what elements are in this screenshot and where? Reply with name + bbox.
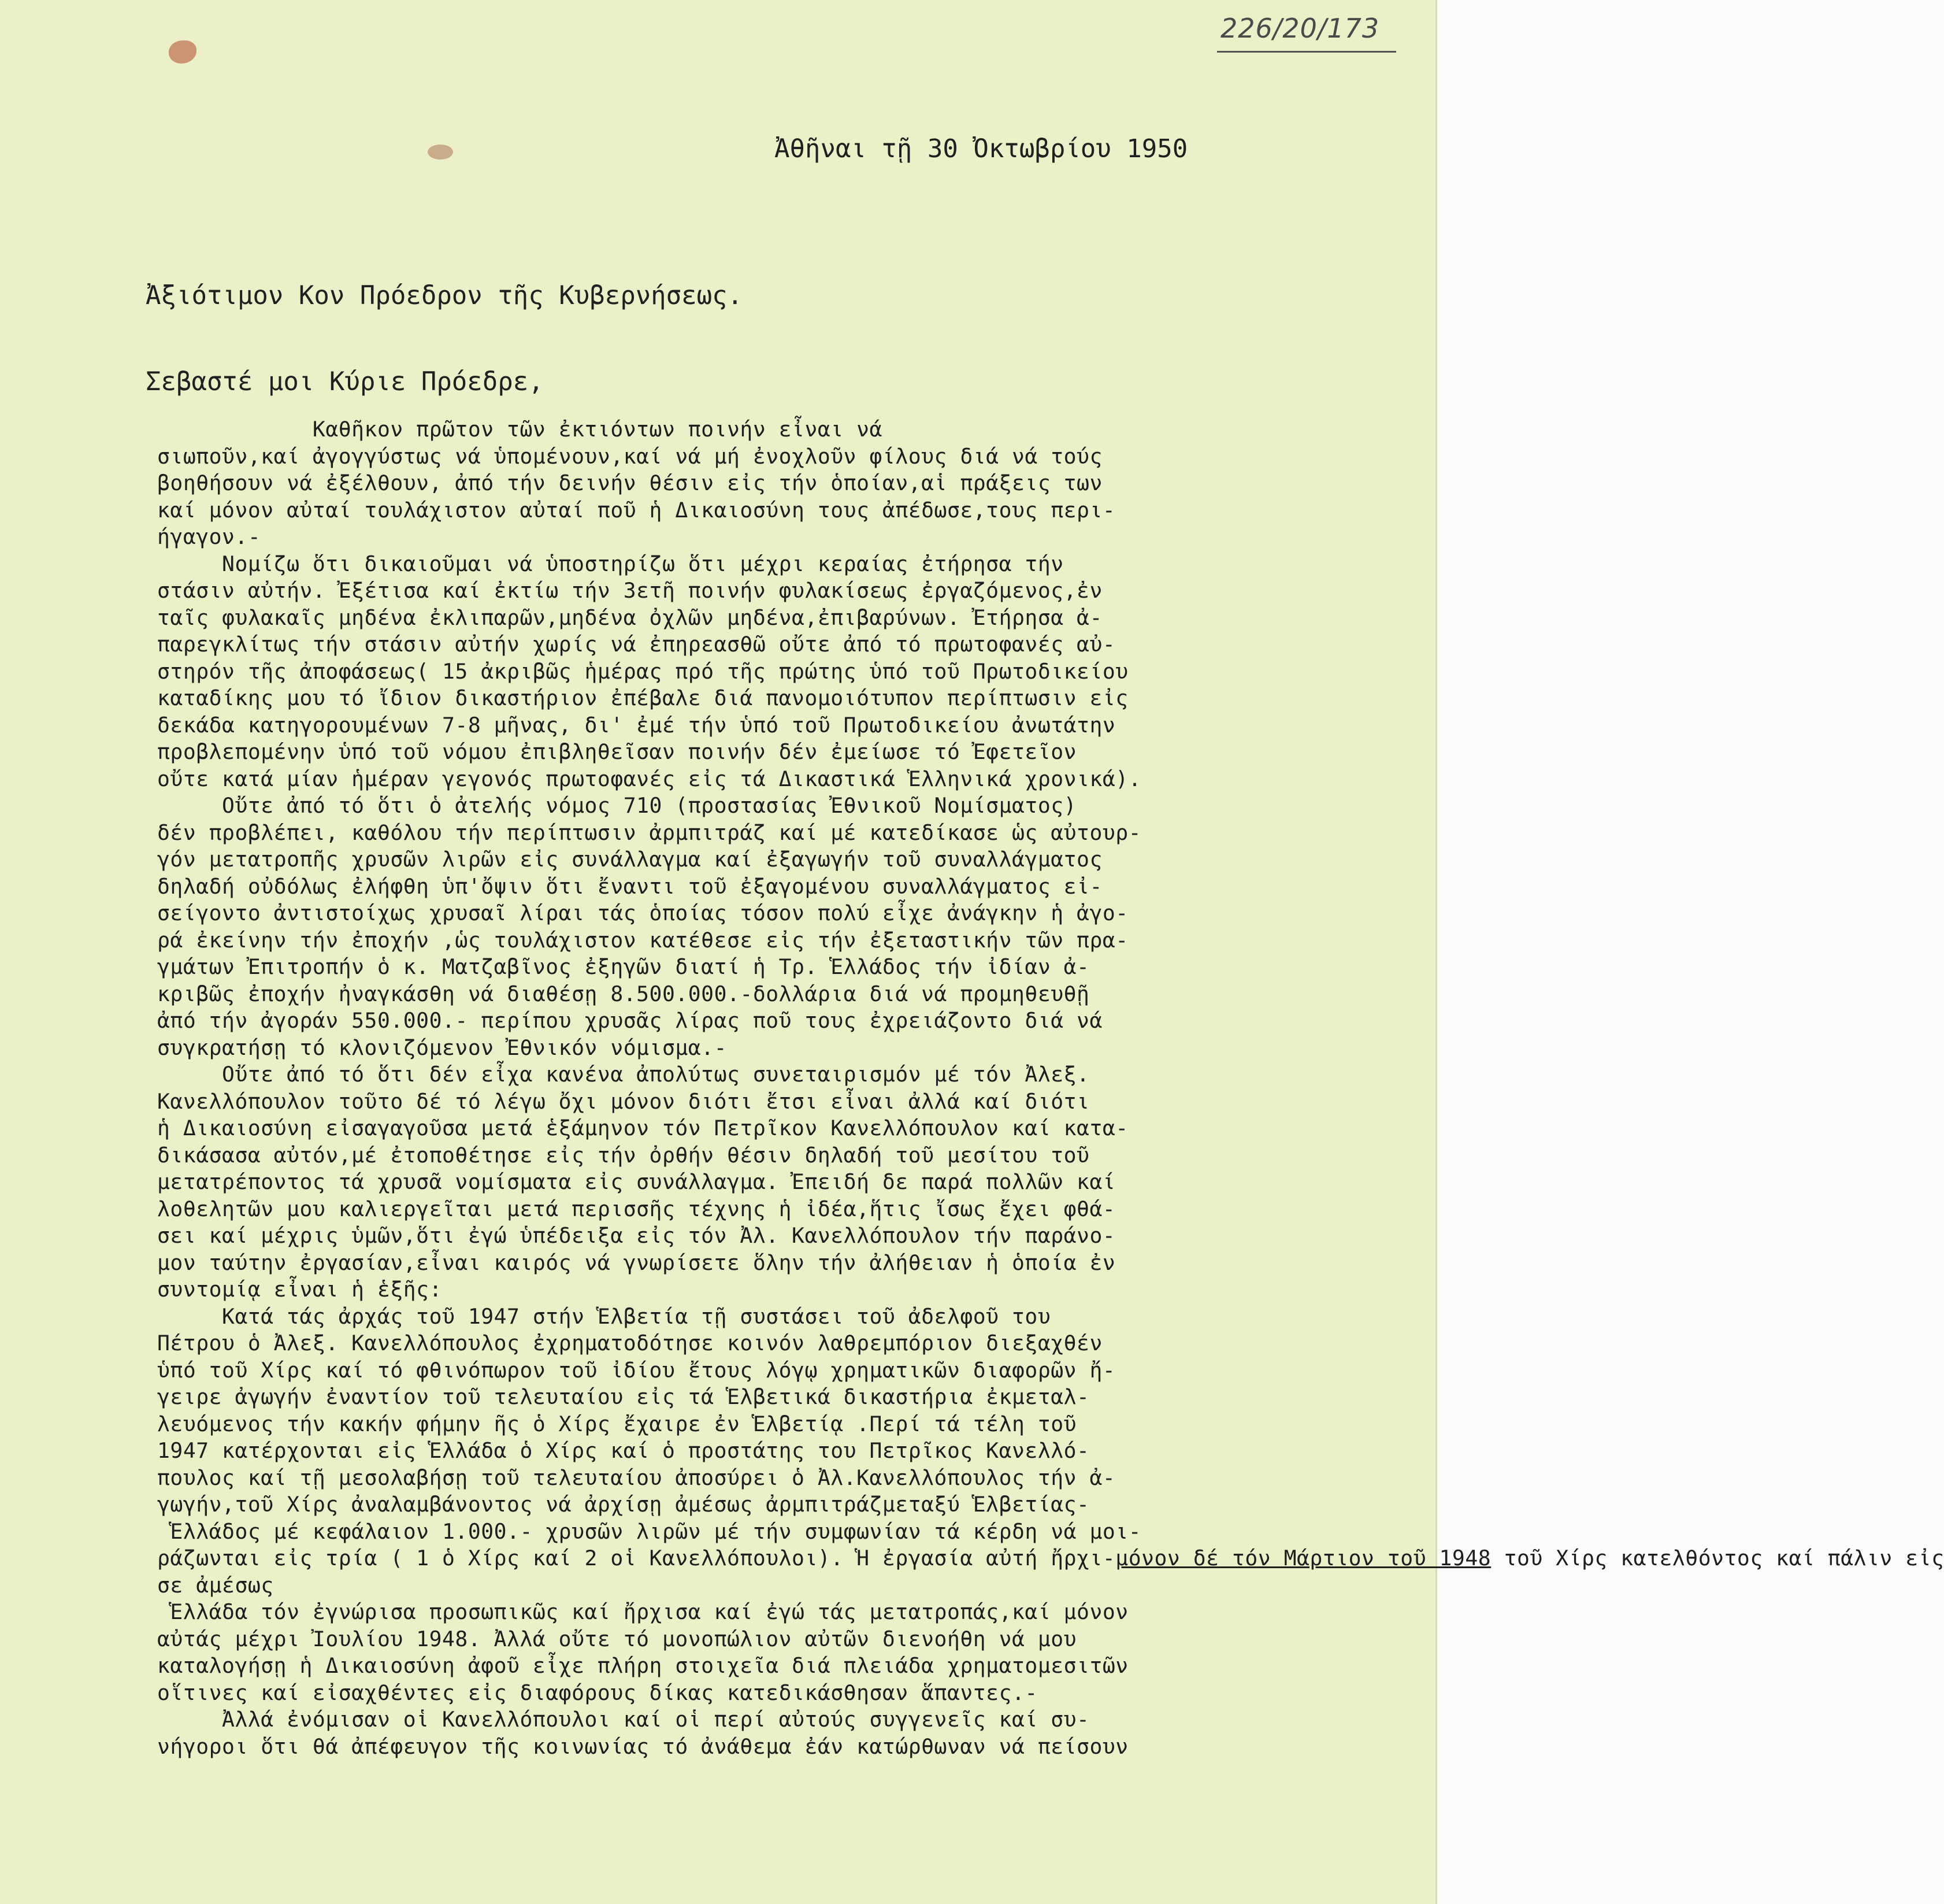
body-line: γωγήν,τοῦ Χίρς ἀναλαμβάνοντος νά ἀρχίσῃ ἀμέσως ἀρμπιτράζμεταξύ Ἑλβετίας- [157, 1492, 1090, 1517]
body-line: καταλογήσῃ ἡ Δικαιοσύνη ἀφοῦ εἶχε πλήρη στοιχεῖα διά πλειάδα χρηματομεσιτῶν [157, 1653, 1129, 1678]
body-line: δηλαδή οὐδόλως ἐλήφθη ὑπ'ὄψιν ὅτι ἔναντι τοῦ ἐξαγομένου συναλλάγματος εἰ- [157, 873, 1103, 899]
body-line: Ἑλλάδα τόν ἐγνώρισα προσωπικῶς καί ἤρχισα καί ἐγώ τάς μετατροπάς,καί μόνον [157, 1599, 1129, 1624]
body-line-end: τοῦ Χίρς κατελθόντος καί πάλιν εἰς [1491, 1546, 1944, 1570]
body-line [157, 1545, 1944, 1572]
ink-stain [169, 40, 196, 64]
body-line: καί μόνον αὐταί τουλάχιστον αὐταί ποῦ ἡ Δικαιοσύνη τους ἀπέδωσε,τους περι- [157, 497, 1116, 523]
body-line: ὑπό τοῦ Χίρς καί τό φθινόπωρον τοῦ ἰδίου ἔτους λόγῳ χρηματικῶν διαφορῶν ἤ- [157, 1357, 1116, 1383]
body-line: Πέτρου ὁ Ἀλεξ. Κανελλόπουλος ἐχρηματοδότησε κοινόν λαθρεμπόριον διεξαχθέν [157, 1331, 1103, 1355]
body-line: Ἑλλάδος μέ κεφάλαιον 1.000.- χρυσῶν λιρῶν μέ τήν συμφωνίαν τά κέρδη νά μοι- [157, 1518, 1142, 1544]
body-line: στάσιν αὐτήν. Ἐξέτισα καί ἐκτίω τήν 3ετῆ ποινήν φυλακίσεως ἐργαζόμενος,ἐν [157, 578, 1103, 603]
body-line: ήγαγον.- [157, 524, 261, 549]
body-line: κριβῶς ἐποχήν ἠναγκάσθη νά διαθέσῃ 8.500.000.-δολλάρια διά νά προμηθευθῇ [157, 981, 1090, 1006]
body-line: δέν προβλέπει, καθόλου τήν περίπτωσιν ἀρμπιτράζ καί μέ κατεδίκασε ὡς αὐτουρ- [157, 820, 1142, 845]
body-line: οἵτινες καί εἰσαχθέντες εἰς διαφόρους δίκας κατεδικάσθησαν ἅπαντες.- [157, 1680, 1038, 1705]
body-line: συντομίᾳ εἶναι ἡ ἑξῆς: [157, 1277, 442, 1302]
body-line: γμάτων Ἐπιτροπήν ὁ κ. Ματζαβῖνος ἐξηγῶν διατί ἡ Τρ. Ἑλλάδος τήν ἰδίαν ἀ- [157, 954, 1090, 979]
letter-body [157, 416, 1944, 1760]
body-line: συγκρατήσῃ τό κλονιζόμενον Ἐθνικόν νόμισμα.- [157, 1035, 727, 1060]
body-line: αὐτάς μέχρι Ἰουλίου 1948. Ἀλλά οὔτε τό μονοπώλιον αὐτῶν διενοήθη νά μου [157, 1626, 1077, 1651]
body-line-start: ράζωνται εἰς τρία ( 1 ὁ Χίρς καί 2 οἱ Κανελλόπουλοι). Ἡ ἐργασία αὐτή ἤρχι- [157, 1546, 1116, 1570]
letter-addressee: Ἀξιότιμον Κον Πρόεδρον τῆς Κυβερνήσεως. [146, 281, 743, 310]
body-line: καταδίκης μου τό ἴδιον δικαστήριον ἐπέβαλε διά πανομοιότυπον περίπτωσιν εἰς [157, 686, 1129, 710]
body-line: γόν μετατροπῆς χρυσῶν λιρῶν εἰς συνάλλαγμα καί ἐξαγωγήν τοῦ συναλλάγματος [157, 847, 1103, 872]
body-line: Κατά τάς ἀρχάς τοῦ 1947 στήν Ἑλβετία τῇ συστάσει τοῦ ἀδελφοῦ του [157, 1303, 1051, 1329]
body-line: Οὔτε ἀπό τό ὅτι δέν εἶχα κανένα ἀπολύτως συνεταιρισμόν μέ τόν Ἀλεξ. [157, 1062, 1090, 1087]
body-line: 1947 κατέρχονται εἰς Ἑλλάδα ὁ Χίρς καί ὁ προστάτης του Πετρῖκος Κανελλό- [157, 1438, 1090, 1463]
body-line: σιωποῦν,καί ἀγογγύστως νά ὑπομένουν,καί νά μή ἐνοχλοῦν φίλους διά νά τούς [157, 443, 1103, 469]
underlined-phrase: μόνον δέ τόν Μάρτιον τοῦ 1948 [1115, 1546, 1492, 1570]
body-line: Νομίζω ὅτι δικαιοῦμαι νά ὑποστηρίζω ὅτι μέχρι κεραίας ἐτήρησα τήν [157, 551, 1064, 576]
body-line: σει καί μέχρις ὑμῶν,ὅτι ἐγώ ὑπέδειξα εἰς τόν Ἀλ. Κανελλόπουλον τήν παράνο- [157, 1223, 1116, 1248]
body-line: προβλεπομένην ὑπό τοῦ νόμου ἐπιβληθεῖσαν ποινήν δέν ἐμείωσε τό Ἐφετεῖον [157, 739, 1077, 764]
body-line: βοηθήσουν νά ἐξέλθουν, ἀπό τήν δεινήν θέσιν εἰς τήν ὁποίαν,αἱ πράξεις των [157, 471, 1103, 495]
body-line: μετατρέποντος τά χρυσᾶ νομίσματα εἰς συνάλλαγμα. Ἐπειδή δε παρά πολλῶν καί [157, 1169, 1116, 1194]
body-line: λευόμενος τήν κακήν φήμην ῆς ὁ Χίρς ἔχαιρε ἐν Ἑλβετίᾳ .Περί τά τέλη τοῦ [157, 1411, 1077, 1436]
letter-date: Ἀθῆναι τῇ 30 Ὀκτωβρίου 1950 [774, 134, 1188, 164]
body-line: οὔτε κατά μίαν ἡμέραν γεγονός πρωτοφανές εἰς τά Δικαστικά Ἑλληνικά χρονικά). [157, 766, 1142, 791]
body-line: Ἀλλά ἐνόμισαν οἱ Κανελλόπουλοι καί οἱ περί αὐτούς συγγενεῖς καί συ- [157, 1707, 1090, 1732]
body-line: ἀπό τήν ἀγοράν 550.000.- περίπου χρυσᾶς λίρας ποῦ τους ἐχρειάζοντο διά νά [157, 1008, 1103, 1033]
letter-salutation: Σεβαστέ μοι Κύριε Πρόεδρε, [146, 367, 544, 397]
body-line: γειρε ἀγωγήν ἐναντίον τοῦ τελευταίου εἰς τά Ἑλβετικά δικαστήρια ἐκμεταλ- [157, 1384, 1090, 1409]
body-line: στηρόν τῆς ἀποφάσεως( 15 ἀκριβῶς ἡμέρας πρό τῆς πρώτης ὑπό τοῦ Πρωτοδικείου [157, 658, 1129, 684]
body-line: νήγοροι ὅτι θά ἀπέφευγον τῆς κοινωνίας τό ἀνάθεμα ἐάν κατώρθωναν νά πείσουν [157, 1733, 1129, 1759]
body-line: Οὔτε ἀπό τό ὅτι ὁ ἀτελής νόμος 710 (προστασίας Ἐθνικοῦ Νομίσματος) [157, 793, 1077, 818]
body-line: δεκάδα κατηγορουμένων 7-8 μῆνας, δι' ἐμέ τήν ὑπό τοῦ Πρωτοδικείου ἀνωτάτην [157, 712, 1116, 738]
body-line: σείγοντο ἀντιστοίχως χρυσαῖ λίραι τάς ὁποίας τόσον πολύ εἶχε ἀνάγκην ἡ ἀγο- [157, 901, 1129, 925]
body-line: μον ταύτην ἐργασίαν,εἶναι καιρός νά γνωρίσετε ὅλην τήν ἀλήθειαν ἡ ὁποία ἐν [157, 1250, 1116, 1275]
body-line: σε ἀμέσως [157, 1572, 274, 1598]
body-line: Κανελλόπουλον τοῦτο δέ τό λέγω ὄχι μόνον διότι ἔτσι εἶναι ἀλλά καί διότι [157, 1088, 1090, 1114]
body-line: παρεγκλίτως τήν στάσιν αὐτήν χωρίς νά ἐπηρεασθῶ οὔτε ἀπό τό πρωτοφανές αὐ- [157, 632, 1116, 657]
body-line: λοθελητῶν μου καλιεργεῖται μετά περισσῆς τέχνης ἡ ἰδέα,ἥτις ἴσως ἔχει φθά- [157, 1196, 1116, 1221]
body-line: Καθῆκον πρῶτον τῶν ἐκτιόντων ποινήν εἶναι νά [157, 417, 882, 442]
archive-reference-number: 226/20/173 [1220, 13, 1394, 44]
body-line: ρά ἐκείνην τήν ἐποχήν ,ὡς τουλάχιστον κατέθεσε εἰς τήν ἐξεταστικήν τῶν πρα- [157, 927, 1129, 953]
body-line: ταῖς φυλακαῖς μηδένα ἐκλιπαρῶν,μηδένα ὀχλῶν μηδένα,ἐπιβαρύνων. Ἐτήρησα ἀ- [157, 605, 1103, 630]
body-line: ἡ Δικαιοσύνη εἰσαγαγοῦσα μετά ἑξάμηνον τόν Πετρῖκον Κανελλόπουλον καί κατα- [157, 1116, 1129, 1140]
body-line: δικάσασα αὐτόν,μέ ἐτοποθέτησε εἰς τήν ὀρθήν θέσιν δηλαδή τοῦ μεσίτου τοῦ [157, 1142, 1090, 1168]
body-line: πουλος καί τῇ μεσολαβήσῃ τοῦ τελευταίου ἀποσύρει ὁ Ἀλ.Κανελλόπουλος τήν ἀ- [157, 1465, 1116, 1490]
ink-stain [428, 145, 453, 160]
